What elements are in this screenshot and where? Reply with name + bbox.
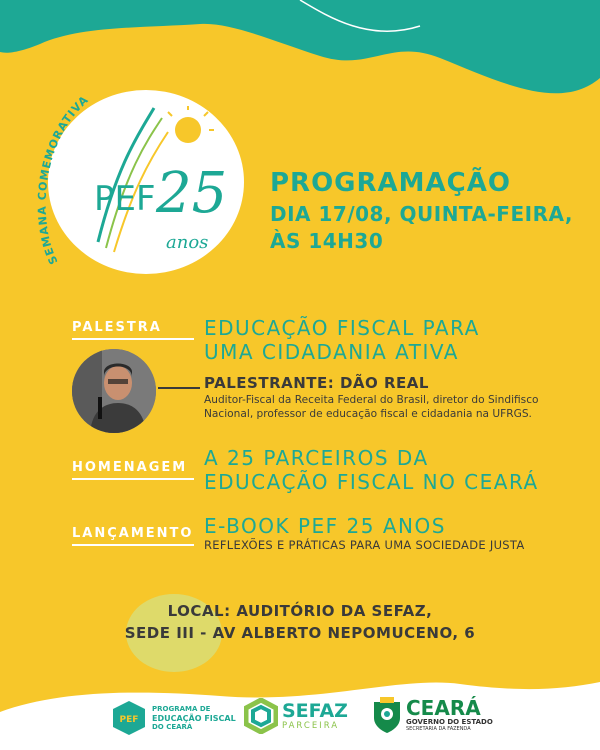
speaker-photo — [72, 349, 156, 433]
pef-badge-text: PEF — [119, 715, 139, 725]
palestra-title-line2: UMA CIDADANIA ATIVA — [204, 340, 459, 364]
palestra-title-line1: EDUCAÇÃO FISCAL PARA — [204, 316, 480, 340]
lancamento-title: E-BOOK PEF 25 ANOS — [204, 514, 446, 538]
sefaz-footer-small: PARCEIRA — [282, 720, 340, 731]
homenagem-tag-underline — [72, 478, 194, 480]
palestra-tag-label: PALESTRA — [72, 320, 162, 335]
speaker-name: PALESTRANTE: DÃO REAL — [204, 374, 429, 392]
ceara-government-logo — [372, 696, 493, 734]
logo-acronym: PEF — [94, 179, 156, 219]
speaker-bio: Auditor-Fiscal da Receita Federal do Brasil, diretor do Sindifisco Nacional, professor de educação fiscal e cidadania na UFRGS. — [204, 394, 539, 420]
date-line-2: ÀS 14H30 — [270, 229, 384, 253]
lancamento-tag-underline — [72, 544, 194, 546]
palestra-title — [204, 316, 480, 364]
pef-footer-line2: EDUCAÇÃO FISCAL — [152, 713, 236, 723]
homenagem-title-line2: EDUCAÇÃO FISCAL NO CEARÁ — [204, 470, 539, 494]
speaker-connector-line — [158, 387, 200, 389]
lancamento-subtitle: REFLEXÕES E PRÁTICAS PARA UMA SOCIEDADE JUSTA — [204, 538, 525, 552]
logo-arc-text: SEMANA COMEMORATIVA — [35, 92, 92, 267]
homenagem-tag-label: HOMENAGEM — [72, 460, 188, 475]
homenagem-tag — [72, 460, 194, 480]
ceara-footer-small: SECRETARIA DA FAZENDA — [406, 726, 471, 732]
pef-footer-line1: PROGRAMA DE — [152, 704, 211, 713]
palestra-tag-underline — [72, 338, 194, 340]
pef-25-anos-logo — [28, 72, 256, 282]
homenagem-title-line1: A 25 PARCEIROS DA — [204, 446, 429, 470]
speaker-avatar-icon — [72, 349, 156, 433]
logo-suffix: anos — [166, 232, 209, 253]
pef-footer-line3: DO CEARÁ — [152, 722, 193, 731]
ceara-coat-of-arms-icon — [372, 696, 402, 734]
palestra-tag — [72, 320, 194, 340]
location — [0, 600, 600, 644]
sefaz-parceira-logo — [244, 698, 348, 734]
date-line-1: DIA 17/08, QUINTA-FEIRA, — [270, 202, 573, 226]
header — [270, 168, 590, 254]
page-title: PROGRAMAÇÃO — [270, 168, 511, 198]
location-line1: LOCAL: AUDITÓRIO DA SEFAZ, — [167, 602, 433, 620]
logo-number: 25 — [156, 161, 228, 226]
sefaz-footer-big: SEFAZ — [282, 699, 348, 722]
homenagem-title — [204, 446, 539, 494]
sefaz-hexagon-icon — [244, 698, 278, 734]
location-line2: SEDE III - AV ALBERTO NEPOMUCENO, 6 — [124, 624, 476, 642]
footer — [0, 686, 600, 750]
ceara-footer-mid: GOVERNO DO ESTADO — [406, 718, 493, 726]
sun-icon — [175, 117, 201, 143]
pef-program-logo — [112, 700, 236, 736]
lancamento-tag — [72, 526, 194, 546]
lancamento-tag-label: LANÇAMENTO — [72, 526, 194, 541]
pef-hexagon-icon — [112, 700, 146, 736]
ceara-footer-big: CEARÁ — [406, 696, 481, 720]
